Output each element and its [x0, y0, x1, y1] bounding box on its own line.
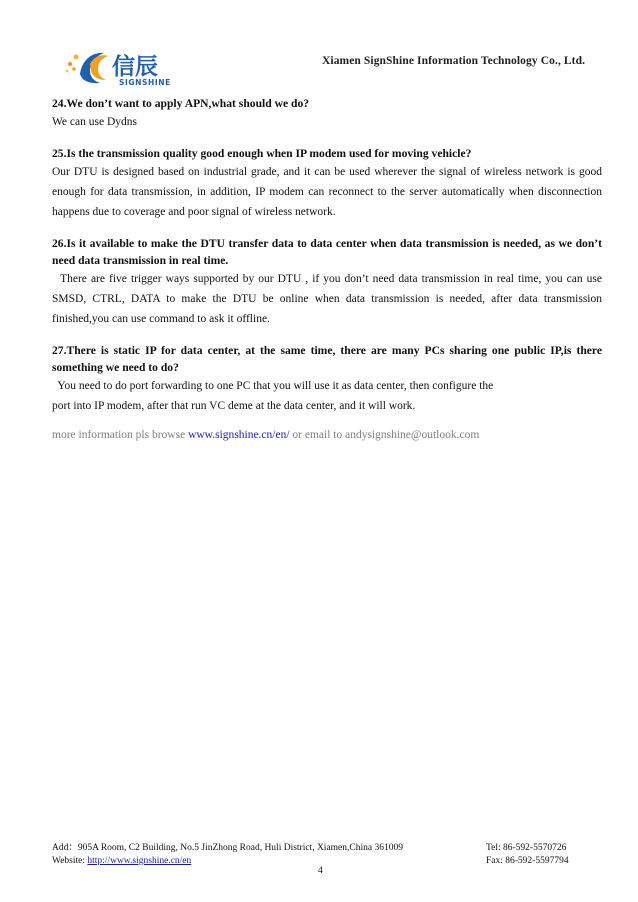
more-info-suffix: or email to andysignshine@outlook.com — [289, 429, 480, 441]
faq-question-27: 27.There is static IP for data center, at the same time, there are many PCs sharing one public IP,is there something we need to do? — [52, 344, 602, 374]
logo-chinese-text: 信辰 — [112, 54, 158, 80]
company-name: Xiamen SignShine Information Technology Co., Ltd. — [322, 55, 586, 67]
footer-tel: Tel: 86-592-5570726 — [486, 843, 567, 853]
footer-address: Add：905A Room, C2 Building, No.5 JinZhong Road, Huli District, Xiamen,China 361009 — [52, 843, 403, 853]
company-logo — [60, 44, 180, 90]
more-info-prefix: more information pls browse — [52, 429, 189, 441]
faq-section — [52, 95, 605, 416]
faq-answer-27-line-1: You need to do port forwarding to one PC that you will use it as data center, then configure the — [52, 380, 494, 392]
logo-english-text: SIGNSHINE — [119, 78, 171, 87]
website-link[interactable]: www.signshine.cn/en/ — [188, 429, 290, 441]
more-info-line — [52, 429, 479, 441]
footer-website-link[interactable]: http://www.signshine.cn/en — [87, 856, 192, 866]
page-number: 4 — [318, 866, 323, 876]
faq-question-24: 24.We don’t want to apply APN,what should we do? — [52, 97, 310, 110]
footer-website-label: Website: — [52, 856, 88, 866]
faq-answer-24: We can use Dydns — [52, 116, 137, 128]
faq-question-26: 26.Is it available to make the DTU transfer data to data center when data transmission is needed, as we don’t need data transmission in real time. — [52, 237, 602, 267]
faq-answer-27-line-2: port into IP modem, after that run VC deme at the data center, and it will work. — [52, 400, 416, 412]
faq-question-25: 25.Is the transmission quality good enough when IP modem used for moving vehicle? — [52, 147, 472, 160]
faq-answer-25: Our DTU is designed based on industrial grade, and it can be used wherever the signal of wireless network is good enough for data transmission, in addition, IP modem can reconnect to the server automatically when disconnection happens due to coverage and poor signal of wireless network. — [52, 166, 602, 218]
footer-fax: Fax: 86-592-5597794 — [486, 856, 569, 866]
page-footer — [52, 842, 572, 868]
signshine-logo-mark — [60, 44, 180, 90]
faq-answer-26: There are five trigger ways supported by our DTU , if you don’t need data transmission in real time, you can use SMSD, CTRL, DATA to make the DTU be online when data transmission is needed, after data transmission finished,you can use command to ask it offline. — [52, 273, 605, 325]
